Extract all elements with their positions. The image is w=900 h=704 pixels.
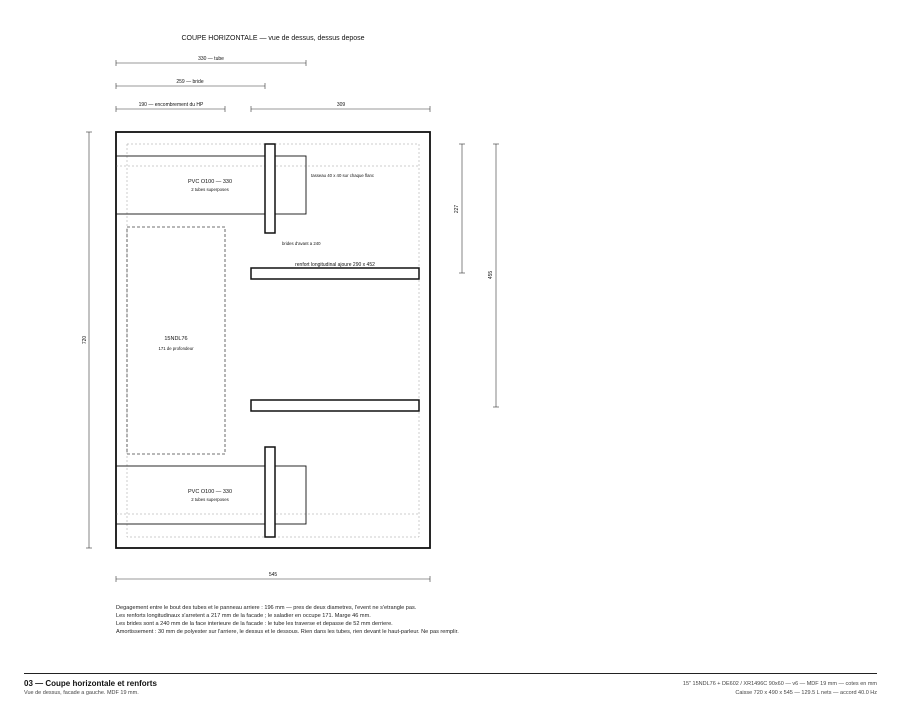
pvc-tube-bottom-label: PVC O100 — 330 (187, 489, 233, 495)
pvc-tube-top-label: PVC O100 — 330 (187, 179, 233, 185)
renfort-top (251, 268, 419, 279)
driver-sublabel: 171 de profondeur (158, 346, 194, 351)
dimension-width-label: 545 (268, 572, 278, 578)
dimension-bride-label: 259 — bride (176, 79, 204, 85)
pvc-tube-top (116, 156, 306, 214)
footer-subtitle: Vue de dessus, facade a gauche. MDF 19 mm. (24, 690, 139, 696)
pvc-tube-bottom (116, 466, 306, 524)
bride-top (265, 144, 275, 233)
dimension-455-label: 455 (488, 270, 494, 280)
brides-label: brides d'avant a 240 (282, 241, 321, 246)
note-line: Amortissement : 30 mm de polyester sur l'arriere, le dessus et le dessous. Rien dans les tubes, rien devant le haut-parleur. Ne pas remplir. (116, 629, 459, 635)
dimension-tube-label: 330 — tube (198, 56, 224, 62)
notes-block (116, 604, 816, 636)
dimension-right-gap-label: 309 (336, 102, 346, 108)
bride-bottom (265, 447, 275, 537)
note-line: Les renforts longitudinaux s'arretent a 217 mm de la facade ; le saladier en occupe 171. Marge 46 mm. (116, 613, 371, 619)
footer-divider (24, 673, 877, 674)
dimension-height-label: 720 (82, 335, 88, 345)
dimension-227-label: 227 (454, 204, 460, 214)
note-line: Les brides sont a 240 mm de la face interieure de la facade : le tube les traverse et depasse de 52 mm derriere. (116, 621, 393, 627)
drawing-title: COUPE HORIZONTALE — vue de dessus, dessus depose (181, 35, 365, 42)
footer-spec-line-1: 15" 15NDL76 + DE602 / XR1496C 90x60 — v6 — MDF 19 mm — cotes en mm (682, 681, 877, 687)
tasseau-label: tasseau 40 x 40 sur chaque flanc (311, 173, 375, 178)
renfort-label: renfort longitudinal ajoure 290 x 452 (295, 262, 375, 268)
footer-title: 03 — Coupe horizontale et renforts (24, 679, 157, 688)
pvc-tube-bottom-sublabel: 2 tubes superposes (191, 497, 229, 502)
dimension-hp-label: 190 — encombrement du HP (138, 102, 204, 108)
footer-spec-line-2: Caisse 720 x 490 x 545 — 129.5 L nets — accord 40.0 Hz (735, 690, 877, 696)
note-line: Degagement entre le bout des tubes et le panneau arriere : 196 mm — pres de deux diametres, l'event ne s'etrangle pas. (116, 605, 417, 611)
pvc-tube-top-sublabel: 2 tubes superposes (191, 187, 229, 192)
renfort-bottom (251, 400, 419, 411)
driver-label: 15NDL76 (164, 336, 188, 342)
